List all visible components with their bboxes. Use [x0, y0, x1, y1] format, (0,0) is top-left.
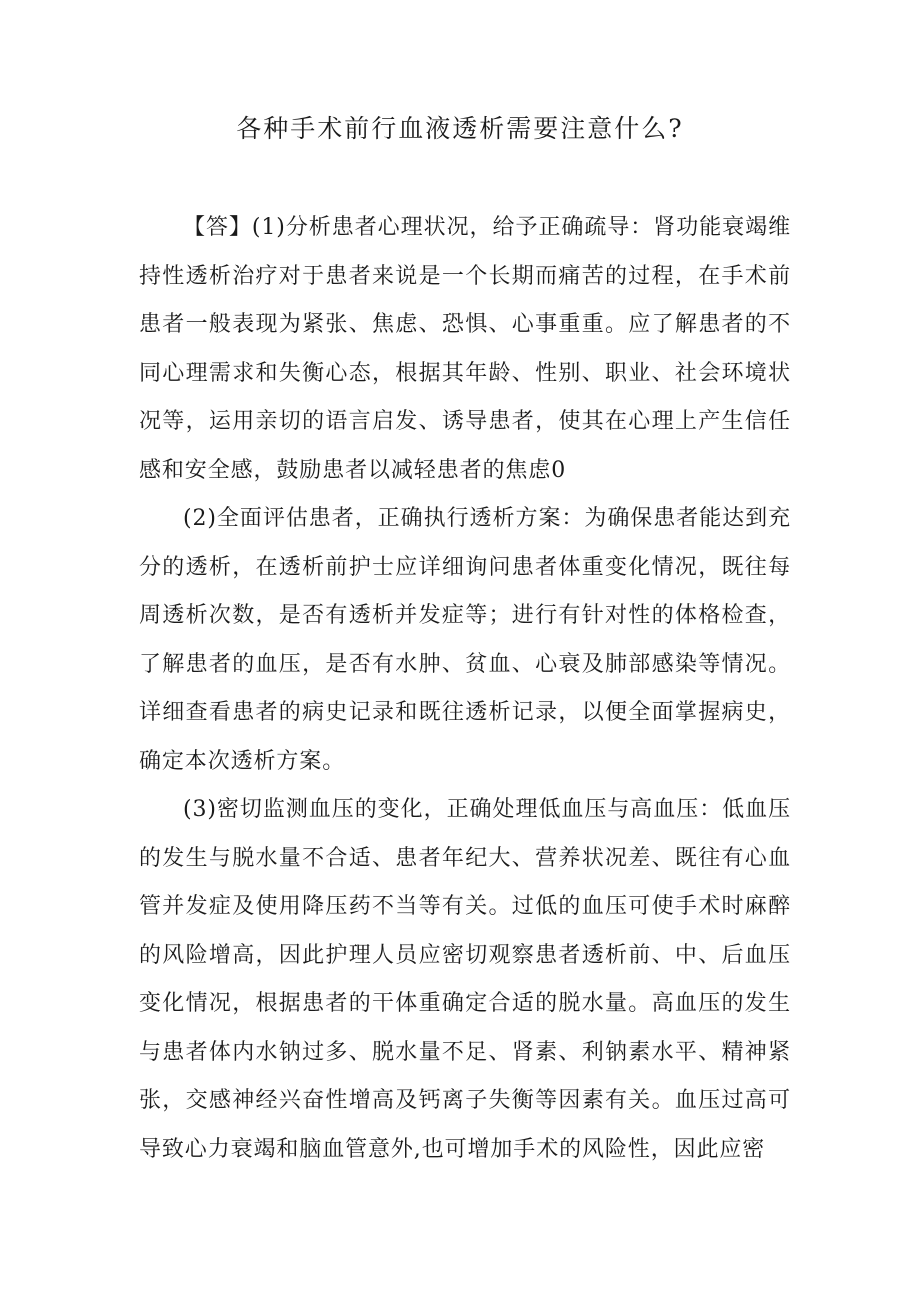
page-title: 各种手术前行血液透析需要注意什么?: [236, 114, 684, 143]
paragraph-1: 【答】(1)分析患者心理状况，给予正确疏导：肾功能衰竭维持性透析治疗对于患者来说是一个长期而痛苦的过程，在手术前患者一般表现为紧张、焦虑、恐惧、心事重重。应了解患者的不同心理需求和失衡心态，根据其年龄、性别、职业、社会环境状况等，运用亲切的语言启发、诱导患者，使其在心理上产生信任感和安全感，鼓励患者以减轻患者的焦虑0: [139, 215, 791, 483]
document-body: [139, 204, 791, 1174]
paragraph-2: (2)全面评估患者，正确执行透析方案：为确保患者能达到充分的透析，在透析前护士应详细询问患者体重变化情况，既往每周透析次数，是否有透析并发症等；进行有针对性的体格检查，了解患者的血压，是否有水肿、贫血、心衰及肺部感染等情况。详细查看患者的病史记录和既往透析记录，以便全面掌握病史，确定本次透析方案。: [139, 506, 791, 774]
paragraph-3: (3)密切监测血压的变化，正确处理低血压与高血压：低血压的发生与脱水量不合适、患者年纪大、营养状况差、既往有心血管并发症及使用降压药不当等有关。过低的血压可使手术时麻醉的风险增高，因此护理人员应密切观察患者透析前、中、后血压变化情况，根据患者的干体重确定合适的脱水量。高血压的发生与患者体内水钠过多、脱水量不足、肾素、利钠素水平、精神紧张，交感神经兴奋性增高及钙离子失衡等因素有关。血压过高可导致心力衰竭和脑血管意外,也可增加手术的风险性，因此应密: [139, 797, 791, 1162]
